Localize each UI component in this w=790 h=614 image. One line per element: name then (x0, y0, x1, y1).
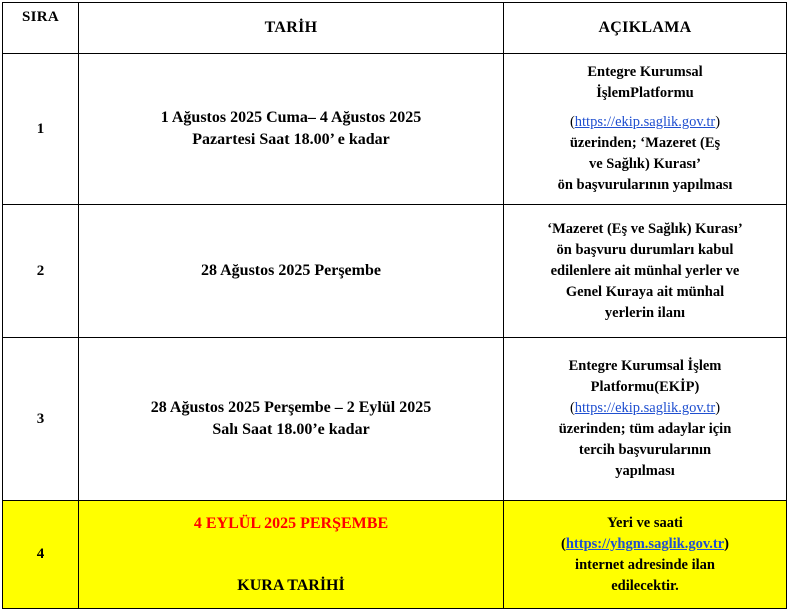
description-line: ve Sağlık) Kurası’ (589, 156, 701, 172)
table-row (3, 205, 787, 338)
link-close-paren: ) (715, 400, 721, 416)
row-description (504, 338, 787, 501)
description-line: Entegre Kurumsal (587, 64, 703, 80)
schedule-table (2, 2, 787, 609)
draw-date-label: KURA TARİHİ (237, 576, 345, 594)
header-row (3, 3, 787, 54)
link-close-paren: ) (715, 114, 721, 130)
row-number: 4 (3, 501, 79, 609)
ekip-link[interactable]: https://ekip.saglik.gov.tr (574, 400, 716, 416)
description-line: ‘Mazeret (Eş ve Sağlık) Kurası’ (547, 220, 743, 237)
description-line: üzerinden; tüm adaylar için (558, 421, 732, 437)
table-row (3, 54, 787, 205)
description-line: ön başvuru durumları kabul (556, 241, 734, 258)
row-description (504, 501, 787, 609)
link-open-paren: ( (561, 535, 566, 552)
description-line: Yeri ve saati (607, 514, 683, 531)
row-date: 28 Ağustos 2025 Perşembe (79, 205, 504, 338)
description-line: ön başvurularının yapılması (557, 177, 733, 193)
link-open-paren: ( (569, 400, 575, 416)
row-date-line: Salı Saat 18.00’e kadar (212, 421, 370, 438)
description-line: Genel Kuraya ait münhal (565, 283, 725, 300)
description-line: Platformu(EKİP) (590, 379, 700, 395)
header-sira: SIRA (3, 3, 79, 54)
row-date (79, 54, 504, 205)
link-line (508, 112, 782, 133)
row-date (79, 338, 504, 501)
yhgm-link[interactable]: https://yhgm.saglik.gov.tr (565, 535, 725, 552)
row-description (504, 205, 787, 338)
link-close-paren: ) (724, 535, 729, 552)
description-line: internet adresinde ilan (575, 556, 715, 573)
description-line: tercih başvurularının (578, 442, 712, 458)
draw-date: 4 EYLÜL 2025 PERŞEMBE (193, 514, 389, 532)
description-line: İşlemPlatformu (596, 85, 694, 101)
description-line: edilecektir. (611, 577, 679, 594)
ekip-link[interactable]: https://ekip.saglik.gov.tr (574, 114, 716, 130)
row-date-line: 1 Ağustos 2025 Cuma– 4 Ağustos 2025 (160, 109, 422, 126)
description-line: üzerinden; ‘Mazeret (Eş (569, 135, 721, 151)
table-row (3, 338, 787, 501)
header-tarih: TARİH (79, 3, 504, 54)
table-row-highlighted (3, 501, 787, 609)
row-number: 3 (3, 338, 79, 501)
row-description (504, 54, 787, 205)
description-line: Entegre Kurumsal İşlem (568, 358, 722, 374)
link-open-paren: ( (569, 114, 575, 130)
row-number: 2 (3, 205, 79, 338)
link-line (508, 398, 782, 419)
row-date-line: 28 Ağustos 2025 Perşembe – 2 Eylül 2025 (150, 399, 432, 416)
description-line: yerlerin ilanı (604, 304, 686, 321)
description-line: yapılması (615, 463, 675, 479)
row-date-line: Pazartesi Saat 18.00’ e kadar (192, 131, 390, 148)
link-line (508, 534, 782, 555)
row-number: 1 (3, 54, 79, 205)
description-line: edilenlere ait münhal yerler ve (550, 262, 740, 279)
header-aciklama: AÇIKLAMA (504, 3, 787, 54)
row-date (79, 501, 504, 609)
